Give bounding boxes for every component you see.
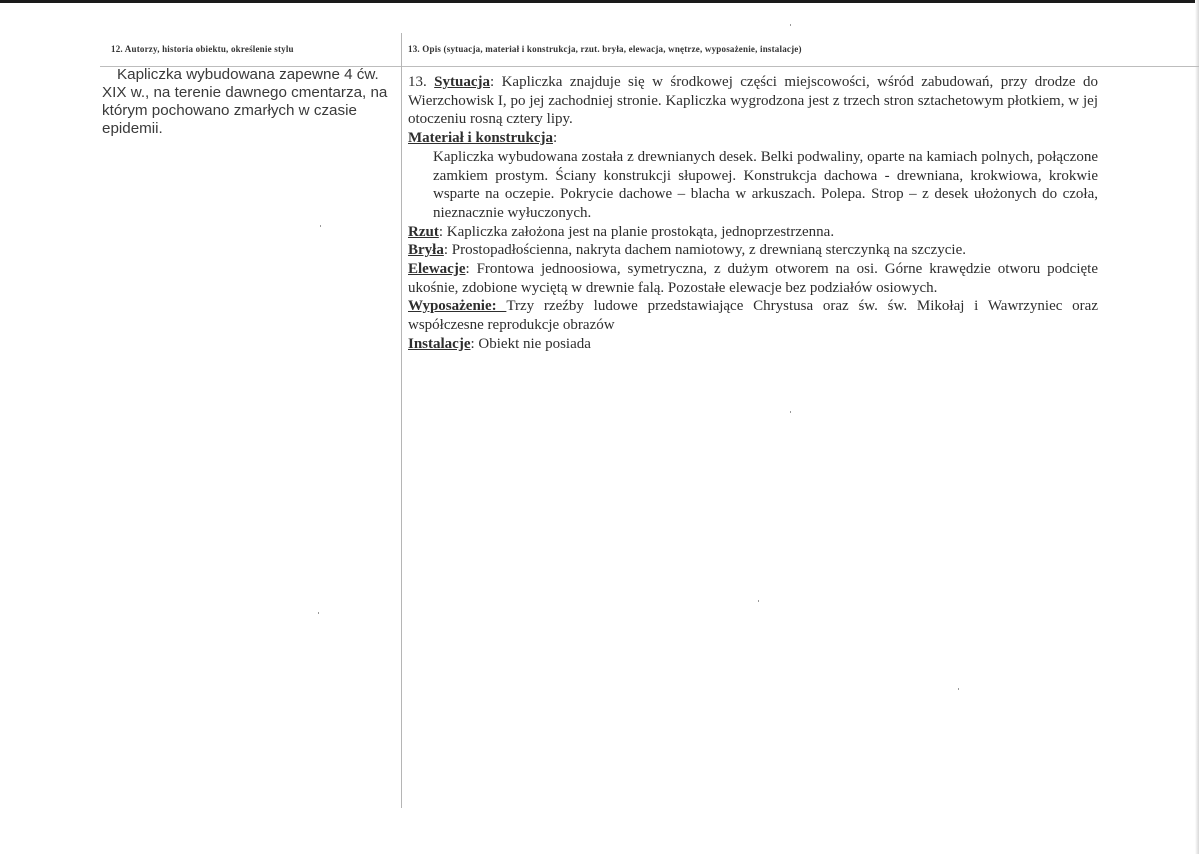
material-text: Kapliczka wybudowana została z drewnianych desek. Belki podwaliny, oparte na kamiach polnych, połączone zamkiem prostym. Ściany konstrukcji słupowej. Konstrukcja dachowa - drewniana, krokwiowa, krokwie wsparte na oczepie. Pokrycie dachowe – blacha w arkuszach. Polepa. Strop – z desek ułożonych do czoła, nieznacznie wyłuczonych. [433, 148, 1098, 221]
scan-speck [790, 24, 791, 26]
elewacje-label: Elewacje [408, 261, 466, 278]
scan-speck [318, 612, 319, 614]
bryla-label: Bryła [408, 242, 444, 259]
scan-speck [790, 411, 791, 413]
rzut-paragraph [408, 223, 1098, 242]
section-13 [408, 44, 1098, 354]
scan-speck [758, 600, 759, 602]
wyposazenie-label: Wyposażenie: [408, 298, 507, 315]
sytuacja-text: : Kapliczka znajduje się w środkowej części miejscowości, wśród zabudowań, przy drodze do Wierzchowisk I, po jej zachodniej stronie. Kapliczka wygrodzona jest z trzech stron sztachetowym płotkiem, w jej otoczeniu rosną cztery lipy. [408, 74, 1098, 128]
material-label: Materiał i konstrukcja [408, 130, 553, 147]
wyposazenie-paragraph [408, 297, 1098, 334]
rzut-label: Rzut [408, 223, 439, 240]
section-13-body [408, 73, 1098, 354]
instalacje-label: Instalacje [408, 335, 471, 352]
sytuacja-paragraph [408, 73, 1098, 129]
scan-right-edge [1195, 0, 1199, 854]
scan-speck [958, 688, 959, 690]
sytuacja-prefix: 13. [408, 74, 435, 90]
bryla-text: : Prostopadłościenna, nakryta dachem namiotowy, z drewnianą sterczynką na szczycie. [443, 242, 967, 259]
rzut-text: : Kapliczka założona jest na planie prostokąta, jednoprzestrzenna. [438, 223, 835, 240]
scan-speck [320, 225, 321, 227]
section-12-text: Kapliczka wybudowana zapewne 4 ćw. XIX w., na terenie dawnego cmentarza, na którym pochowano zmarłych w czasie epidemii. [102, 66, 388, 137]
elewacje-text: : Frontowa jednoosiowa, symetryczna, z dużym otworem na osi. Górne krawędzie otworu podcięte ukośnie, zdobione wyciętą w drewnie falą. Pozostałe elewacje bez podziałów osiowych. [408, 261, 1098, 296]
material-suffix: : [552, 130, 558, 147]
instalacje-paragraph [408, 335, 1098, 354]
column-divider [401, 33, 402, 808]
elewacje-paragraph [408, 260, 1098, 297]
instalacje-text: : Obiekt nie posiada [470, 335, 591, 352]
scan-top-edge [0, 0, 1199, 3]
wyposazenie-text: Trzy rzeźby ludowe przedstawiające Chrystusa oraz św. św. Mikołaj i Wawrzyniec oraz współczesne reprodukcje obrazów [408, 298, 1098, 334]
section-12 [102, 44, 392, 138]
bryla-paragraph [408, 241, 1098, 260]
material-heading-line [408, 129, 1098, 148]
section-13-heading: 13. Opis (sytuacja, materiał i konstrukcja, rzut. bryła, elewacja, wnętrze, wyposażenie, instalacje) [408, 44, 802, 54]
sytuacja-label: Sytuacja [434, 74, 491, 90]
section-12-heading: 12. Autorzy, historia obiektu, określenie stylu [111, 44, 294, 54]
